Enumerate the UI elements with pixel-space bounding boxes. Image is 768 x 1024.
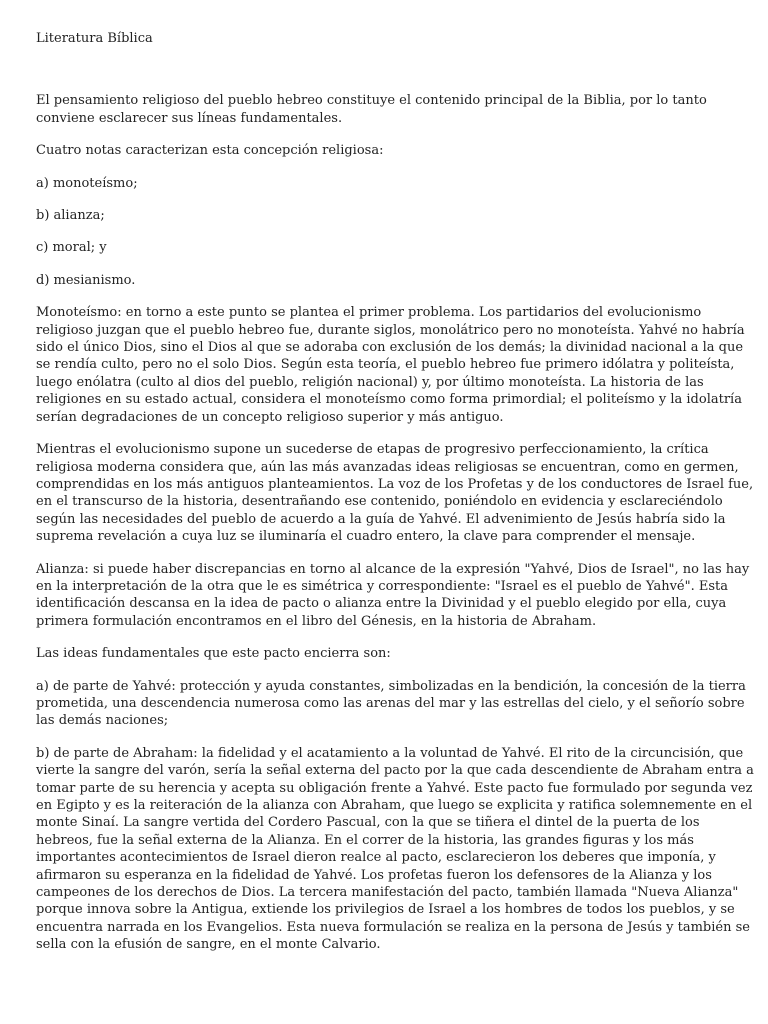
paragraph-intro: El pensamiento religioso del pueblo hebreo constituye el contenido principal de la Biblia, por lo tanto conviene esclarecer sus líneas fundamentales. — [36, 93, 707, 126]
paragraph-parte-yahve: a) de parte de Yahvé: protección y ayuda constantes, simbolizadas en la bendición, la concesión de la tierra prometida, una descendencia numerosa como las arenas del mar y las estrellas del cielo, y el señorío sobre las demás naciones; — [36, 678, 746, 729]
paragraph-evolucionismo: Mientras el evolucionismo supone un sucederse de etapas de progresivo perfeccionamiento, la crítica religiosa moderna considera que, aún las más avanzadas ideas religiosas se encuentran, como en germen, comprendidas en los más antiguos planteamientos. La voz de los Profetas y de los conductores de Israel fue, en el transcurso de la historia, desentrañando ese contenido, poniéndolo en evidencia y esclareciéndolo según las necesidades del pueblo de acuerdo a la guía de Yahvé. El advenimiento de Jesús habría sido la suprema revelación a cuya luz se iluminaría el cuadro entero, la clave para comprender el mensaje. — [36, 442, 754, 545]
paragraph-ideas-pacto: Las ideas fundamentales que este pacto encierra son: — [36, 646, 391, 662]
document-title: Literatura Bíblica — [36, 31, 153, 46]
paragraph-monoteismo: Monoteísmo: en torno a este punto se plantea el primer problema. Los partidarios del evolucionismo religioso juzgan que el pueblo hebreo fue, durante siglos, monolátrico pero no monoteísta. Yahvé no habría sido el único Dios, sino el Dios al que se adoraba con exclusión de los demás; la divinidad nacional a la que se rendía culto, pero no el solo Dios. Según esta teoría, el pueblo hebreo fue primero idólatra y politeísta, luego enólatra (culto al dios del pueblo, religión nacional) y, por último monoteísta. La historia de las religiones en su estado actual, considera el monoteísmo como forma primordial; el politeísmo y la idolatría serían degradaciones de un concepto religioso superior y más antiguo. — [36, 305, 745, 425]
paragraph-four-notes: Cuatro notas caracterizan esta concepción religiosa: — [36, 143, 384, 159]
list-item-alianza: b) alianza; — [36, 208, 105, 224]
paragraph-alianza: Alianza: si puede haber discrepancias en torno al alcance de la expresión "Yahvé, Dios de Israel", no las hay en la interpretación de la otra que le es simétrica y correspondiente: "Israel es el pueblo de Yahvé". Esta identificación descansa en la idea de pacto o alianza entre la Divinidad y el pueblo elegido por ella, cuya primera formulación encontramos en el libro del Génesis, en la historia de Abraham. — [36, 561, 750, 629]
document-page — [36, 30, 760, 969]
list-item-monoteismo: a) monoteísmo; — [36, 175, 138, 191]
paragraph-parte-abraham: b) de parte de Abraham: la fidelidad y el acatamiento a la voluntad de Yahvé. El rito de la circuncisión, que vierte la sangre del varón, sería la señal externa del pacto por la que cada descendiente de Abraham entra a tomar parte de su herencia y acepta su obligación frente a Yahvé. Este pacto fue formulado por segunda vez en Egipto y es la reiteración de la alianza con Abraham, que luego se explicita y ratifica solemnemente en el monte Sinaí. La sangre vertida del Cordero Pascual, con la que se tiñera el dintel de la puerta de los hebreos, fue la señal externa de la Alianza. En el correr de la historia, las grandes figuras y los más importantes acontecimientos de Israel dieron realce al pacto, esclarecieron los deberes que imponía, y afirmaron su esperanza en la fidelidad de Yahvé. Los profetas fueron los defensores de la Alianza y los campeones de los derechos de Dios. La tercera manifestación del pacto, también llamada "Nueva Alianza" porque innova sobre la Antigua, extiende los privilegios de Israel a los hombres de todos los pueblos, y se encuentra narrada en los Evangelios. Esta nueva formulación se realiza en la persona de Jesús y también se sella con la efusión de sangre, en el monte Calvario. — [36, 745, 754, 953]
list-item-moral: c) moral; y — [36, 240, 107, 256]
list-item-mesianismo: d) mesianismo. — [36, 272, 136, 288]
